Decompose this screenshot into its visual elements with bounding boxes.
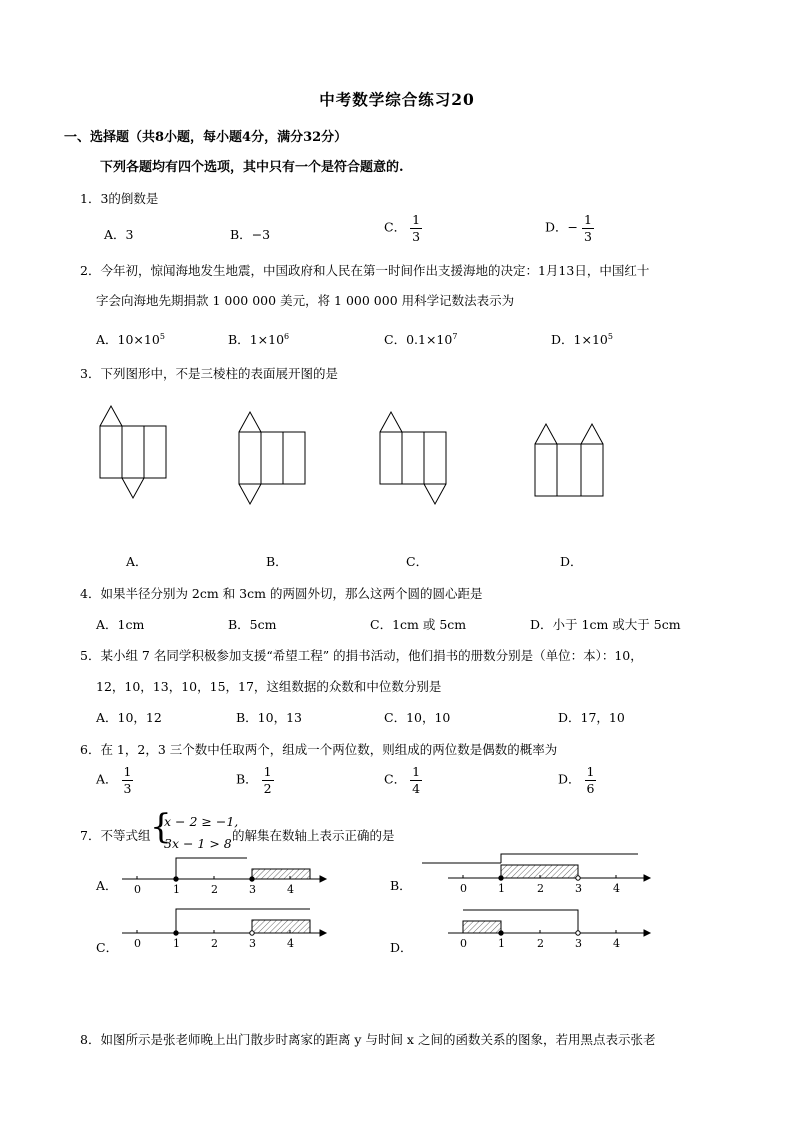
q6-a-num: 1	[123, 764, 132, 779]
q1-d-fraction	[582, 212, 594, 244]
q6-option-a	[96, 764, 133, 796]
q2-a-base: 10×10	[117, 332, 160, 347]
q3-stem: 3．下列图形中，不是三棱柱的表面展开图的是	[80, 366, 338, 381]
q6-c-den: 4	[412, 780, 421, 796]
q2-c-base: 0.1×10	[406, 332, 453, 347]
q2-a-label: A．	[96, 332, 118, 347]
q7-d-tick-0: 0	[460, 937, 467, 950]
q6-b-den: 2	[263, 780, 272, 796]
q6-a-den: 3	[123, 780, 132, 796]
q6-a-fraction	[122, 764, 134, 796]
q4-option-b: B．5cm	[228, 617, 277, 632]
q2-c-exp: 7	[452, 331, 458, 341]
q2-option-d	[551, 330, 613, 348]
q2-d-label: D．	[551, 332, 574, 347]
q7-b-tick-1: 1	[498, 882, 505, 895]
q7-c-tick-3: 3	[249, 937, 256, 950]
q6-c-label: C．	[384, 771, 407, 787]
q4-option-c: C．1cm 或 5cm	[370, 617, 467, 632]
q5-option-c: C．10，10	[384, 710, 451, 725]
q7-stem-prefix: 7．不等式组	[80, 828, 151, 843]
q7-a-tick-1: 1	[173, 883, 180, 896]
q7-line-c	[122, 909, 326, 950]
q2-b-base: 1×10	[249, 332, 285, 347]
q1-d-num: 1	[584, 212, 592, 227]
q6-option-c	[384, 764, 422, 796]
q5-option-d: D．17，10	[558, 710, 625, 725]
q7-a-tick-2: 2	[211, 883, 218, 896]
q6-c-fraction	[410, 764, 422, 796]
q1-d-label: D．	[545, 219, 568, 235]
q1-d-den: 3	[584, 228, 592, 244]
q6-b-label: B．	[236, 771, 258, 787]
q4-stem: 4．如果半径分别为 2cm 和 3cm 的两圆外切，那么这两个圆的圆心距是	[80, 586, 483, 601]
q2-d-base: 1×10	[573, 332, 608, 347]
q3-net-a	[100, 406, 166, 498]
q1-stem: 1．3的倒数是	[80, 191, 159, 206]
q7-b-tick-4: 4	[613, 882, 620, 895]
q7-c-tick-2: 2	[211, 937, 218, 950]
q6-b-fraction	[262, 764, 274, 796]
q2-option-a	[96, 330, 165, 348]
q7-line-a	[122, 858, 326, 896]
q1-d-sign: −	[567, 219, 579, 235]
q7-brace: {	[150, 807, 172, 847]
q2-option-b	[228, 330, 289, 348]
q5-stem-line1: 5．某小组 7 名同学积极参加支援“希望工程” 的捐书活动，他们捐书的册数分别是（单位：本）：10，	[80, 648, 643, 663]
q3-label-c: C．	[406, 554, 429, 569]
q1-a-label: A．	[104, 227, 126, 242]
q3-label-a: A．	[126, 554, 148, 569]
q3-label-d: D．	[560, 554, 583, 569]
q4-option-d: D．小于 1cm 或大于 5cm	[530, 617, 681, 632]
q2-a-exp: 5	[159, 331, 165, 341]
section-instruction: 下列各题均有四个选项，其中只有一个是符合题意的.	[100, 160, 404, 175]
q6-d-num: 1	[586, 764, 595, 779]
q2-option-c	[384, 330, 457, 348]
q6-d-label: D．	[558, 771, 581, 787]
q1-option-c	[384, 212, 422, 244]
q5-option-a: A．10，12	[96, 710, 162, 725]
q2-b-exp: 6	[284, 331, 290, 341]
q7-b-tick-2: 2	[537, 882, 544, 895]
q7-d-tick-4: 4	[613, 937, 620, 950]
q2-c-label: C．	[384, 332, 407, 347]
q6-b-num: 1	[263, 764, 272, 779]
q3-nets-figure	[90, 400, 620, 510]
q5-stem-line2: 12，10，13，10，15，17，这组数据的众数和中位数分别是	[96, 679, 442, 694]
q7-b-tick-0: 0	[460, 882, 467, 895]
q7-label-c: C．	[96, 940, 119, 955]
q6-option-d	[558, 764, 596, 796]
q1-b-label: B．	[230, 227, 252, 242]
q6-c-num: 1	[412, 764, 421, 779]
q6-stem: 6．在 1，2，3 三个数中任取两个，组成一个两位数，则组成的两位数是偶数的概率为	[80, 742, 558, 757]
q7-label-a: A．	[96, 878, 118, 893]
q1-c-den: 3	[412, 228, 421, 244]
q7-d-tick-1: 1	[498, 937, 505, 950]
q6-d-den: 6	[586, 780, 595, 796]
q7-c-tick-4: 4	[287, 937, 294, 950]
q6-d-fraction	[585, 764, 597, 796]
q7-ineq1: x − 2 ≥ −1,	[164, 814, 239, 829]
q1-b-text: −3	[251, 227, 271, 242]
q1-option-b	[230, 225, 270, 243]
q2-d-exp: 5	[607, 331, 613, 341]
q5-option-b: B．10，13	[236, 710, 302, 725]
q7-label-b: B．	[390, 878, 412, 893]
q7-line-b	[422, 854, 650, 895]
q1-c-label: C．	[384, 219, 407, 235]
q7-label-d: D．	[390, 940, 413, 955]
q7-d-tick-2: 2	[537, 937, 544, 950]
q7-line-d	[448, 910, 650, 950]
q1-c-num: 1	[412, 212, 421, 227]
q7-c-tick-0: 0	[134, 937, 141, 950]
q2-stem-line2: 字会向海地先期捐款 1 000 000 美元，将 1 000 000 用科学记数法表示为	[96, 293, 515, 308]
q7-a-tick-0: 0	[134, 883, 141, 896]
q1-option-a	[104, 225, 133, 243]
q7-number-lines	[0, 840, 794, 960]
q7-d-tick-3: 3	[575, 937, 582, 950]
page-title: 中考数学综合练习20	[319, 90, 475, 109]
q3-net-c	[380, 412, 446, 504]
q2-b-label: B．	[228, 332, 250, 347]
q3-net-d	[535, 424, 603, 496]
q1-a-text: 3	[125, 227, 134, 242]
q6-option-b	[236, 764, 274, 796]
q7-c-tick-1: 1	[173, 937, 180, 950]
q7-ineq2: 3x − 1 > 8	[164, 836, 232, 851]
section-heading: 一、选择题（共8小题，每小题4分，满分32分）	[64, 130, 348, 145]
q8-stem: 8．如图所示是张老师晚上出门散步时离家的距离 y 与时间 x 之间的函数关系的图象，若用黑点表示张老	[80, 1032, 656, 1047]
q6-a-label: A．	[96, 771, 118, 787]
q4-option-a: A．1cm	[96, 617, 145, 632]
q7-a-tick-3: 3	[249, 883, 256, 896]
q7-b-tick-3: 3	[575, 882, 582, 895]
q7-stem-suffix: 的解集在数轴上表示正确的是	[232, 828, 395, 843]
q1-c-fraction	[410, 212, 422, 244]
q3-label-b: B．	[266, 554, 288, 569]
q1-option-d	[545, 212, 594, 244]
q7-a-tick-4: 4	[287, 883, 294, 896]
q3-net-b	[239, 412, 305, 504]
q2-stem-line1: 2．今年初，惊闻海地发生地震，中国政府和人民在第一时间作出支援海地的决定：1月13日，中国红十	[80, 263, 650, 278]
